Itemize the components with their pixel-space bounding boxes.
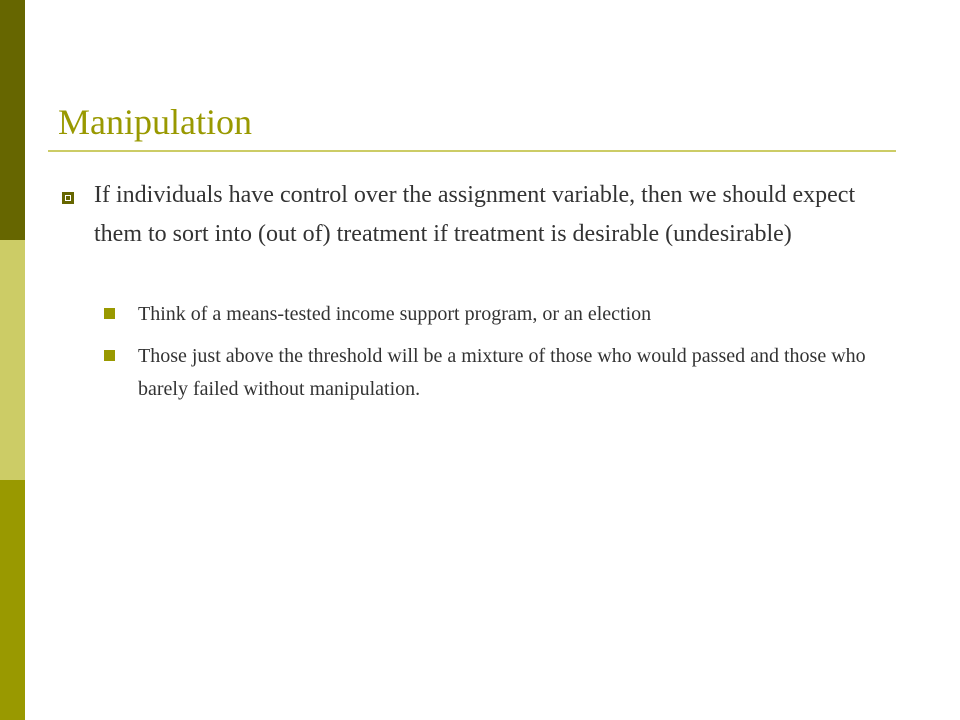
bullet-text: If individuals have control over the assignment variable, then we should expect them to sort into (out of) treatment if treatment is desirable (undesirable) — [94, 182, 856, 247]
sidebar-segment-top — [0, 0, 25, 240]
square-bullet-icon — [62, 192, 74, 204]
sidebar-segment-middle — [0, 240, 25, 480]
filled-square-bullet-icon — [104, 350, 115, 361]
filled-square-bullet-icon — [104, 308, 115, 319]
sub-bullet-text: Think of a means-tested income support program, or an election — [138, 303, 652, 325]
title-divider — [48, 150, 896, 152]
slide-title: Manipulation — [58, 102, 252, 142]
sidebar-segment-bottom — [0, 480, 25, 720]
sidebar-stripe — [0, 0, 25, 720]
sub-bullet-item — [104, 340, 894, 406]
bullet-item — [60, 176, 900, 254]
sub-bullet-text: Those just above the threshold will be a mixture of those who would passed and those who barely failed without manipulation. — [138, 345, 866, 400]
sub-bullet-item — [104, 298, 894, 331]
